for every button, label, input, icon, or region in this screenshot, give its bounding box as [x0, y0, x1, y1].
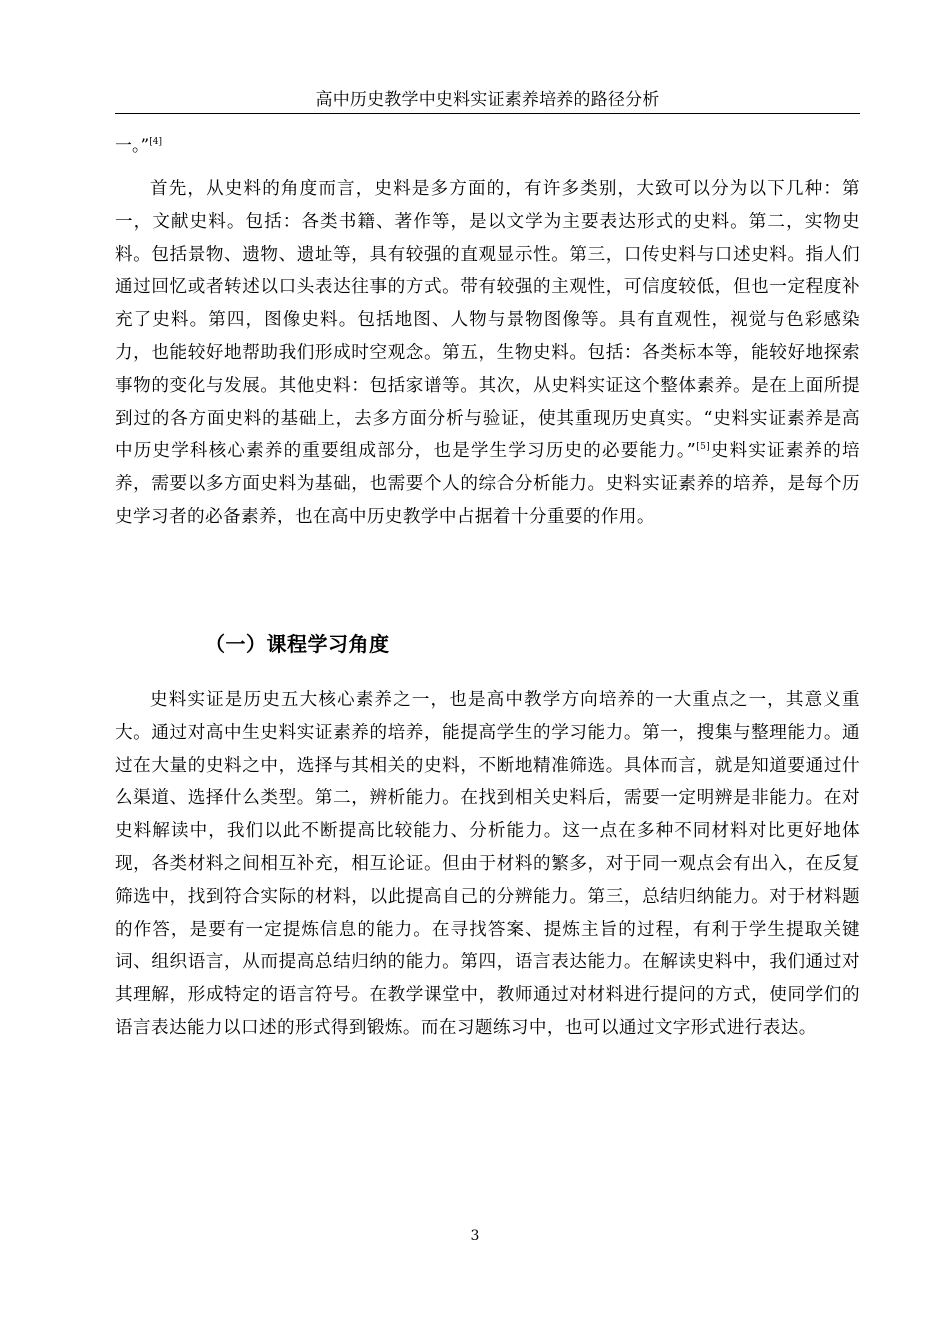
citation-marker: [4] — [149, 137, 162, 147]
continued-text: 一。” — [115, 136, 150, 156]
header-rule — [115, 113, 860, 114]
page-number: 3 — [470, 1228, 480, 1244]
citation-marker: [5] — [696, 442, 711, 453]
continued-text-line — [115, 131, 162, 161]
running-header: 高中历史教学中史料实证素养培养的路径分析 — [315, 90, 660, 110]
section-heading: （一）课程学习角度 — [205, 632, 390, 656]
paragraph-1-text-b: 史料实证素养的培养，需要以多方面史料为基础，也需要个人的综合分析能力。史料实证素养的培养，是每个历史学习者的必备素养，也在高中历史教学中占据着十分重要的作用。 — [115, 441, 861, 527]
paragraph-1-text-a: 首先，从史料的角度而言，史料是多方面的，有许多类别，大致可以分为以下几种：第一，文献史料。包括：各类书籍、著作等，是以文学为主要表达形式的史料。第二，实物史料。包括景物、遗物、遗址等，具有较强的直观显示性。第三，口传史料与口述史料。指人们通过回忆或者转述以口头表达往事的方式。带有较强的主观性，可信度较低，但也一定程度补充了史料。第四，图像史料。包括地图、人物与景物图像等。具有直观性，视觉与色彩感染力，也能较好地帮助我们形成时空观念。第五，生物史料。包括：各类标本等，能较好地探索事物的变化与发展。其他史料：包括家谱等。其次，从史料实证这个整体素养。是在上面所提到过的各方面史料的基础上，去多方面分析与验证，使其重现历史真实。“史料实证素养是高中历史学科核心素养的重要组成部分，也是学生学习历史的必要能力。” — [115, 179, 860, 462]
body-paragraph-2: 史料实证是历史五大核心素养之一，也是高中教学方向培养的一大重点之一，其意义重大。通过对高中生史料实证素养的培养，能提高学生的学习能力。第一，搜集与整理能力。通过在大量的史料之中，选择与其相关的史料，不断地精准筛选。具体而言，就是知道要通过什么渠道、选择什么类型。第二，辨析能力。在找到相关史料后，需要一定明辨是非能力。在对史料解读中，我们以此不断提高比较能力、分析能力。这一点在多种不同材料对比更好地体现，各类材料之间相互补充，相互论证。但由于材料的繁多，对于同一观点会有出入，在反复筛选中，找到符合实际的材料，以此提高自己的分辨能力。第三，总结归纳能力。对于材料题的作答，是要有一定提炼信息的能力。在寻找答案、提炼主旨的过程，有利于学生提取关键词、组织语言，从而提高总结归纳的能力。第四，语言表达能力。在解读史料中，我们通过对其理解，形成特定的语言符号。在教学课堂中，教师通过对材料进行提问的方式，使同学们的语言表达能力以口述的形式得到锻炼。而在习题练习中，也可以通过文字形式进行表达。 — [115, 690, 860, 1038]
body-paragraph-1 — [115, 173, 860, 534]
